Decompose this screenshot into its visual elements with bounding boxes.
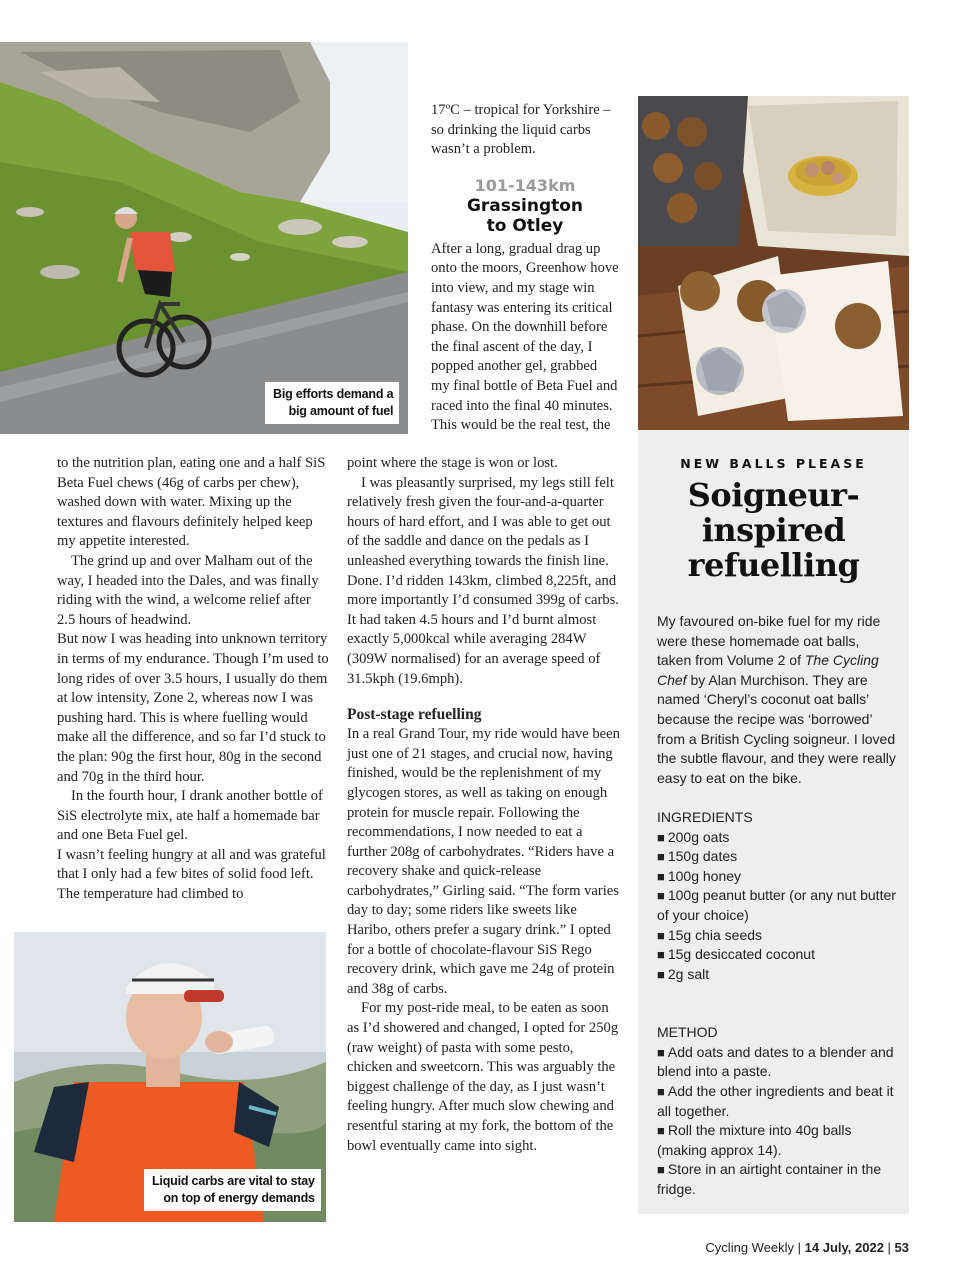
cyclist-road-photo (0, 42, 408, 434)
paragraph: I wasn’t feeling hungry at all and was grateful that I only had a few bites of solid food left. The temperature had climbed to (57, 846, 326, 903)
ingredient-item: ■ 15g desiccated coconut (657, 945, 897, 965)
ingredient-item: ■ 100g peanut butter (or any nut butter of your choice) (657, 886, 897, 925)
article-column-2 (347, 454, 621, 1156)
paragraph: For my post-ride meal, to be eaten as soon as I’d showered and changed, I opted for 250g (raw weight) of pasta with some pesto, chicken and sweetcorn. This was arguably the biggest challenge of the day, as I just wasn’t feeling hungry. After much slow chewing and resentful staring at my fork, the bottom of the bowl eventually came into sight. (347, 1000, 619, 1154)
paragraph: point where the stage is won or lost. (347, 455, 558, 471)
method-step: ■ Roll the mixture into 40g balls (making approx 14). (657, 1121, 897, 1160)
issue-date: 14 July, 2022 (804, 1240, 884, 1255)
paragraph: 17ºC – tropical for Yorkshire – so drinking the liquid carbs wasn’t a problem. (431, 102, 611, 158)
oat-balls-photo (638, 96, 909, 430)
paragraph: But now I was heading into unknown territory in terms of my endurance. Though I’m used to long rides of over 3.5 hours, I usually do them at low intensity, Zone 2, whereas now I was pushing hard. This is where fuelling would make all the difference, and so far I’d stuck to the plan: 90g the first hour, 80g in the second and 70g in the third hour. (57, 631, 329, 785)
method-step: ■ Store in an airtight container in the fridge. (657, 1160, 897, 1199)
page-footer: Cycling Weekly | 14 July, 2022 | 53 (705, 1240, 909, 1255)
section-distance: 101-143km (474, 175, 576, 195)
ingredient-item: ■ 200g oats (657, 828, 897, 848)
sidebar-title: Soigneur- inspired refuelling (687, 476, 860, 584)
magazine-name: Cycling Weekly (705, 1240, 795, 1255)
sidebar-kicker: NEW BALLS PLEASE (680, 456, 867, 471)
paragraph: The grind up and over Malham out of the way, I headed into the Dales, and was finally riding with the wind, a welcome relief after 2.5 hours of headwind. (57, 552, 319, 628)
article-column-2-top (431, 101, 619, 436)
method-step: ■ Add the other ingredients and beat it all together. (657, 1082, 897, 1121)
photo-caption-bottom: Liquid carbs are vital to stay on top of energy demands (144, 1169, 321, 1211)
book-title: The Cycling Chef (657, 652, 879, 688)
paragraph: to the nutrition plan, eating one and a half SiS Beta Fuel chews (46g of carbs per chew), washed down with water. Mixing up the textures and flavours definitely helped keep my appetite interested. (57, 455, 326, 550)
paragraph: In the fourth hour, I drank another bottle of SiS electrolyte mix, ate half a homemade bar and one Beta Fuel gel. (57, 788, 323, 844)
method-step: ■ Add oats and dates to a blender and blend into a paste. (657, 1043, 897, 1082)
sidebar-body (657, 612, 897, 1200)
ingredient-item: ■ 2g salt (657, 965, 897, 985)
ingredient-item: ■ 100g honey (657, 867, 897, 887)
recipe-sidebar (638, 430, 909, 1214)
subheading: Post-stage refuelling (347, 706, 482, 724)
photo-caption-top: Big efforts demand a big amount of fuel (265, 382, 399, 424)
section-heading: Grassington to Otley (466, 195, 584, 236)
ingredients-heading: INGREDIENTS (657, 808, 753, 825)
paragraph: After a long, gradual drag up onto the moors, Greenhow hove into view, and my stage win fantasy was entering its critical phase. On the downhill before the final ascent of the day, I popped another gel, grabbed my final bottle of Beta Fuel and raced into the final 40 minutes. This would be the real test, the (431, 240, 619, 434)
sidebar-intro: My favoured on-bike fuel for my ride were these homemade oat balls, taken from Volume 2 of The Cycling Chef by Alan Murchison. They are named ‘Cheryl’s coconut oat balls’ because the recipe was ‘borrowed’ from a British Cycling soigneur. I loved the subtle flavour, and they were really easy to eat on the bike. (657, 613, 896, 786)
method-heading: METHOD (657, 1024, 718, 1041)
ingredient-item: ■ 150g dates (657, 847, 897, 867)
paragraph: In a real Grand Tour, my ride would have been just one of 21 stages, and crucial now, having finished, would be the replenishment of my glycogen stores, as well as taking on enough protein for muscle repair. Following the recommendations, I now needed to eat a further 208g of carbohydrates. “Riders have a recovery shake and quick-release carbohydrates,” Girling said. “The form varies day to day; some riders like sweets like Haribo, others prefer a sugary drink.” I opted for a bottle of chocolate-flavour SiS Rego recovery drink, which gave me 24g of protein and 38g of carbs. (347, 726, 620, 997)
page-number: 53 (894, 1240, 909, 1255)
ingredient-item: ■ 15g chia seeds (657, 926, 897, 946)
article-column-1 (57, 454, 329, 905)
paragraph: I was pleasantly surprised, my legs still felt relatively fresh given the four-and-a-quarter hours of hard effort, and I was able to get out of the saddle and dance on the pedals as I unleashed everything towards the finish line. Done. I’d ridden 143km, climbed 8,225ft, and more importantly I’d consumed 399g of carbs. It had taken 4.5 hours and I’d burnt almost exactly 5,000kcal while averaging 284W (309W normalised) for an average speed of 31.5kph (19.6mph). (347, 474, 619, 687)
